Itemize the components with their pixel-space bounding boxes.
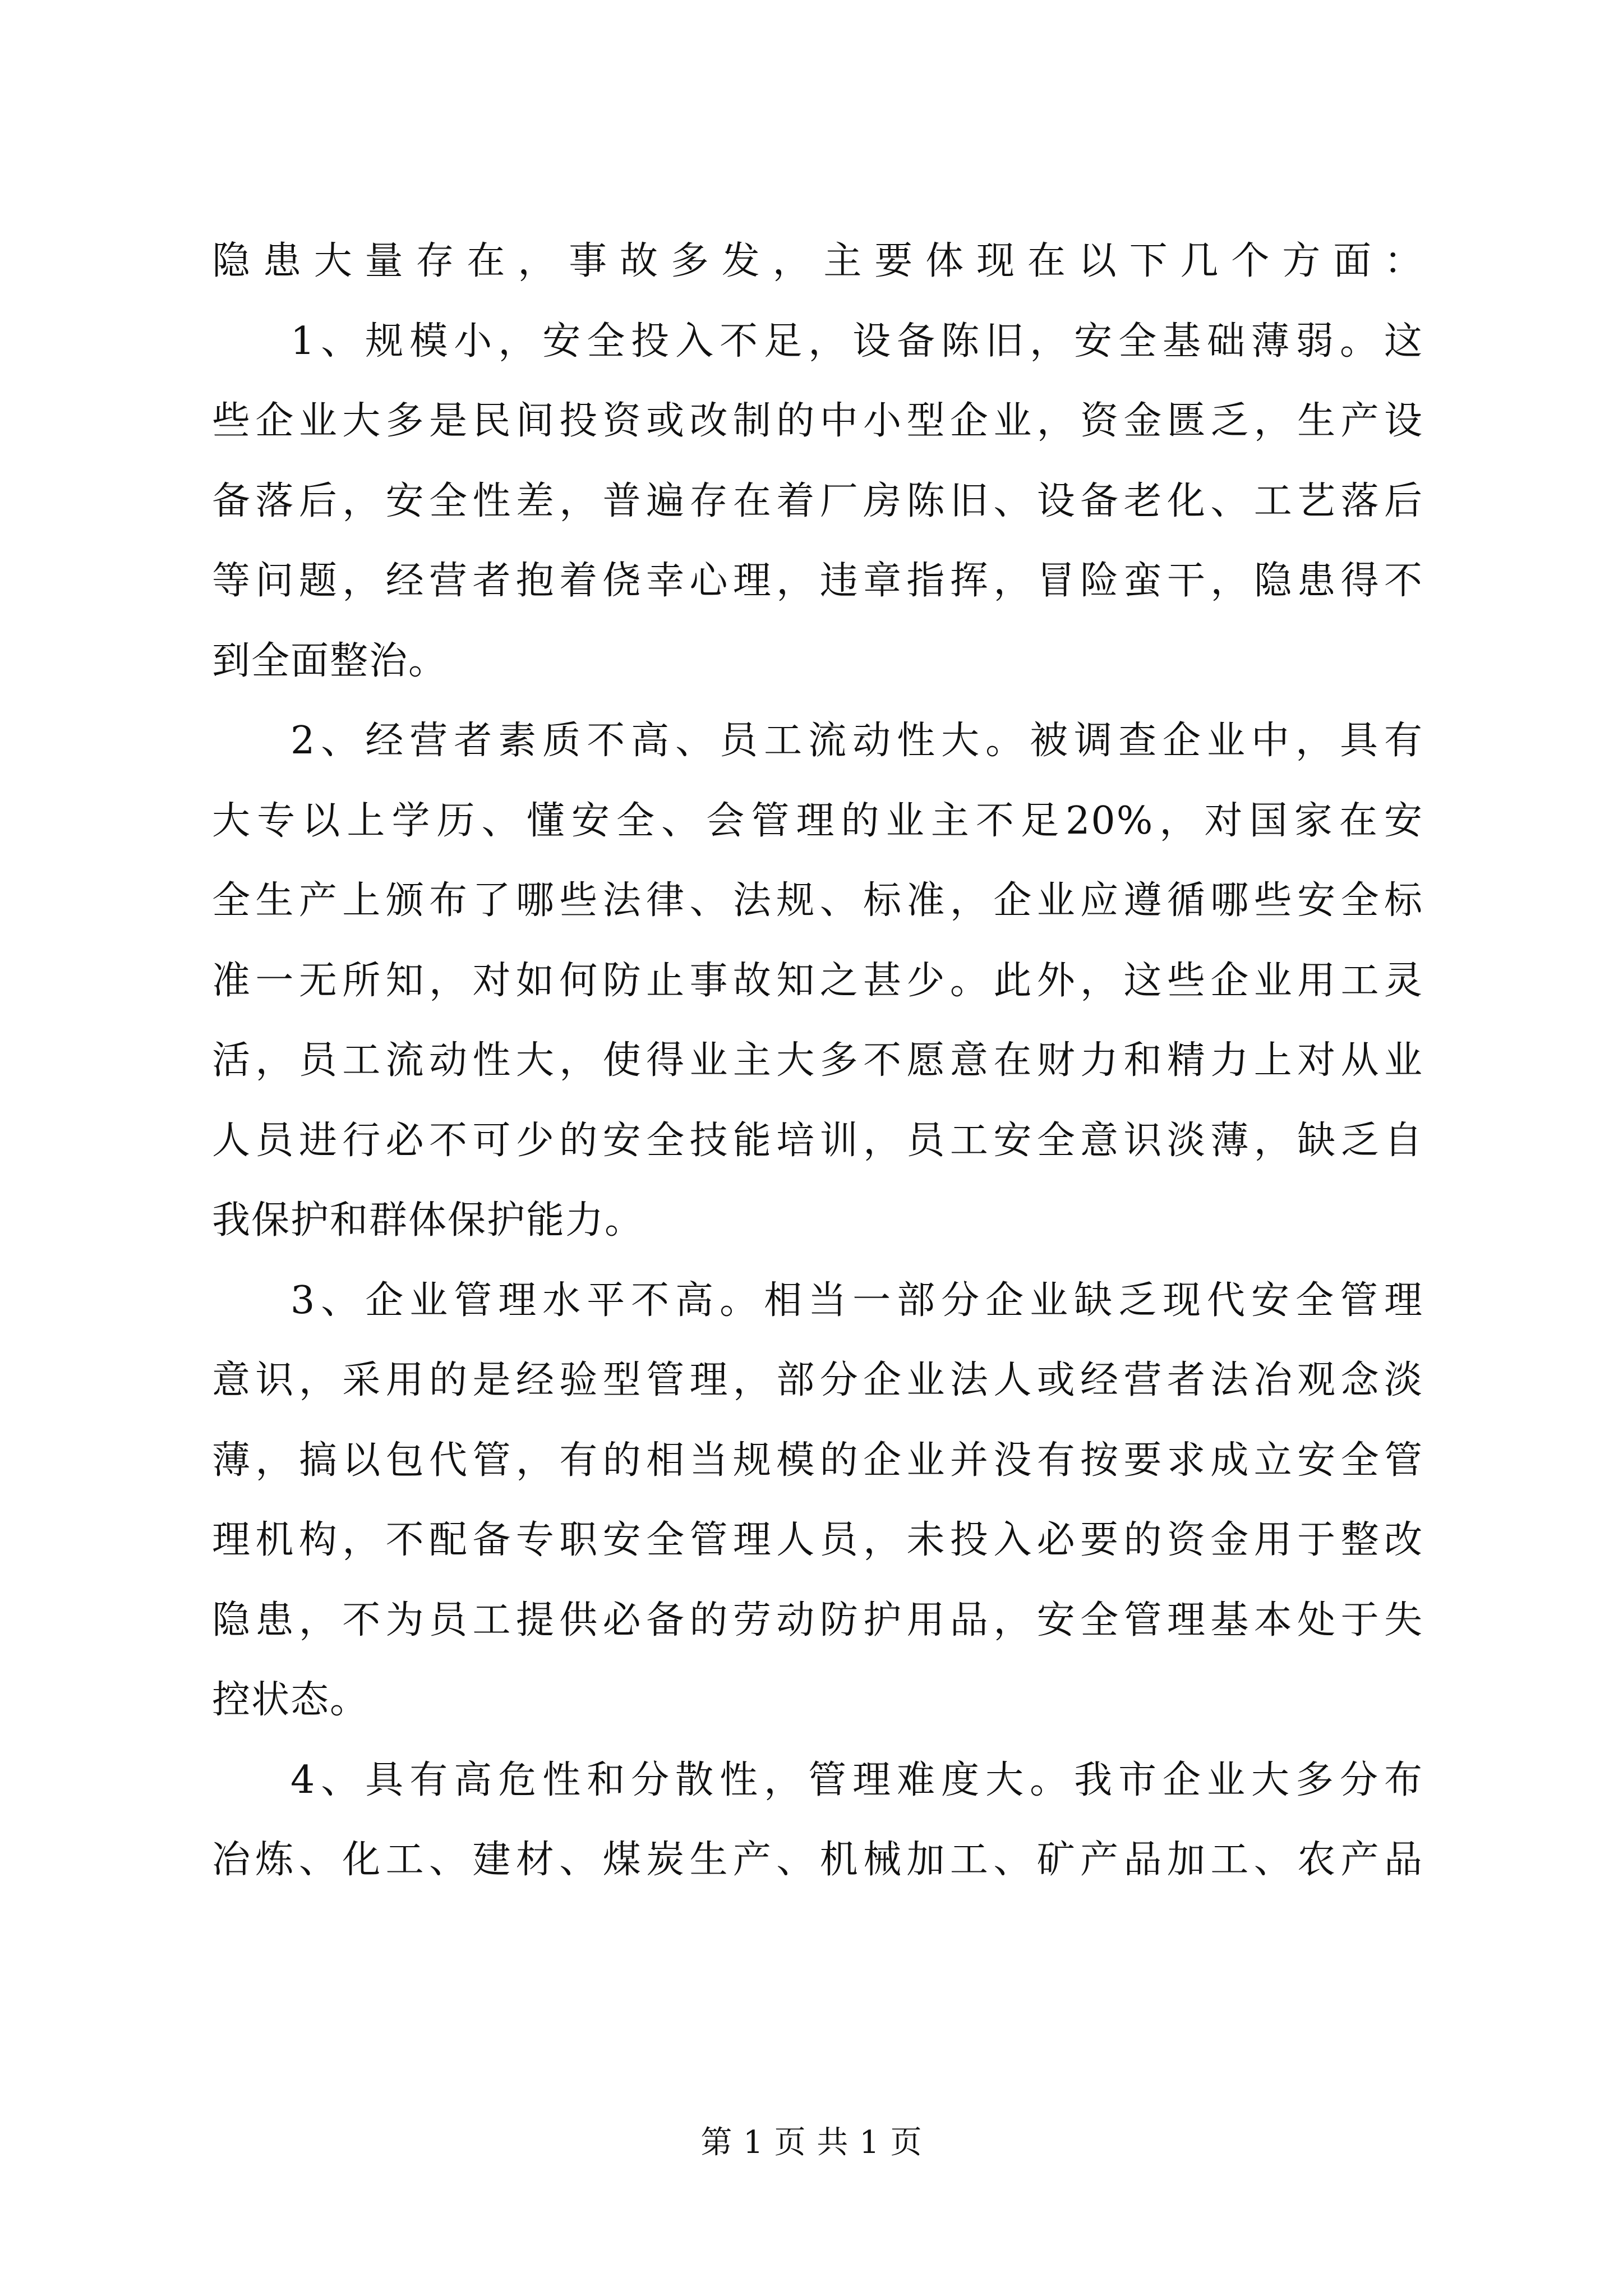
text-line: 全生产上颁布了哪些法律、法规、标准，企业应遵循哪些安全标 [212, 878, 1423, 923]
paragraph-4-line: 4、具有高危性和分散性，管理难度大。我市企业大多分布 [291, 1757, 1423, 1802]
text-line: 到全面整治。 [212, 638, 448, 683]
paragraph-1-line: 1、规模小，安全投入不足，设备陈旧，安全基础薄弱。这 [291, 319, 1423, 364]
text-line: 理机构，不配备专职安全管理人员，未投入必要的资金用于整改 [212, 1518, 1423, 1562]
text-line: 冶炼、化工、建材、煤炭生产、机械加工、矿产品加工、农产品 [212, 1838, 1423, 1882]
text-line: 活，员工流动性大，使得业主大多不愿意在财力和精力上对从业 [212, 1038, 1423, 1083]
text-line: 隐患，不为员工提供必备的劳动防护用品，安全管理基本处于失 [212, 1598, 1423, 1642]
text-line: 薄，搞以包代管，有的相当规模的企业并没有按要求成立安全管 [212, 1438, 1423, 1483]
text-line: 些企业大多是民间投资或改制的中小型企业，资金匮乏，生产设 [212, 399, 1423, 443]
text-line: 备落后，安全性差，普遍存在着厂房陈旧、设备老化、工艺落后 [212, 478, 1423, 523]
text-line: 等问题，经营者抱着侥幸心理，违章指挥，冒险蛮干，隐患得不 [212, 559, 1423, 603]
paragraph-3-line: 3、企业管理水平不高。相当一部分企业缺乏现代安全管理 [291, 1278, 1423, 1323]
text-line: 大专以上学历、懂安全、会管理的业主不足20%，对国家在安 [212, 798, 1423, 843]
text-line: 我保护和群体保护能力。 [212, 1198, 644, 1243]
page-footer: 第 1 页 共 1 页 [700, 2124, 923, 2161]
text-line: 隐患大量存在，事故多发，主要体现在以下几个方面： [212, 239, 1423, 283]
paragraph-2-line: 2、经营者素质不高、员工流动性大。被调查企业中，具有 [291, 719, 1423, 763]
text-line: 意识，采用的是经验型管理，部分企业法人或经营者法冶观念淡 [212, 1358, 1423, 1402]
document-body [212, 222, 1423, 1901]
text-line: 人员进行必不可少的安全技能培训，员工安全意识淡薄，缺乏自 [212, 1118, 1423, 1163]
text-line: 准一无所知，对如何防止事故知之甚少。此外，这些企业用工灵 [212, 958, 1423, 1003]
text-line: 控状态。 [212, 1678, 370, 1722]
